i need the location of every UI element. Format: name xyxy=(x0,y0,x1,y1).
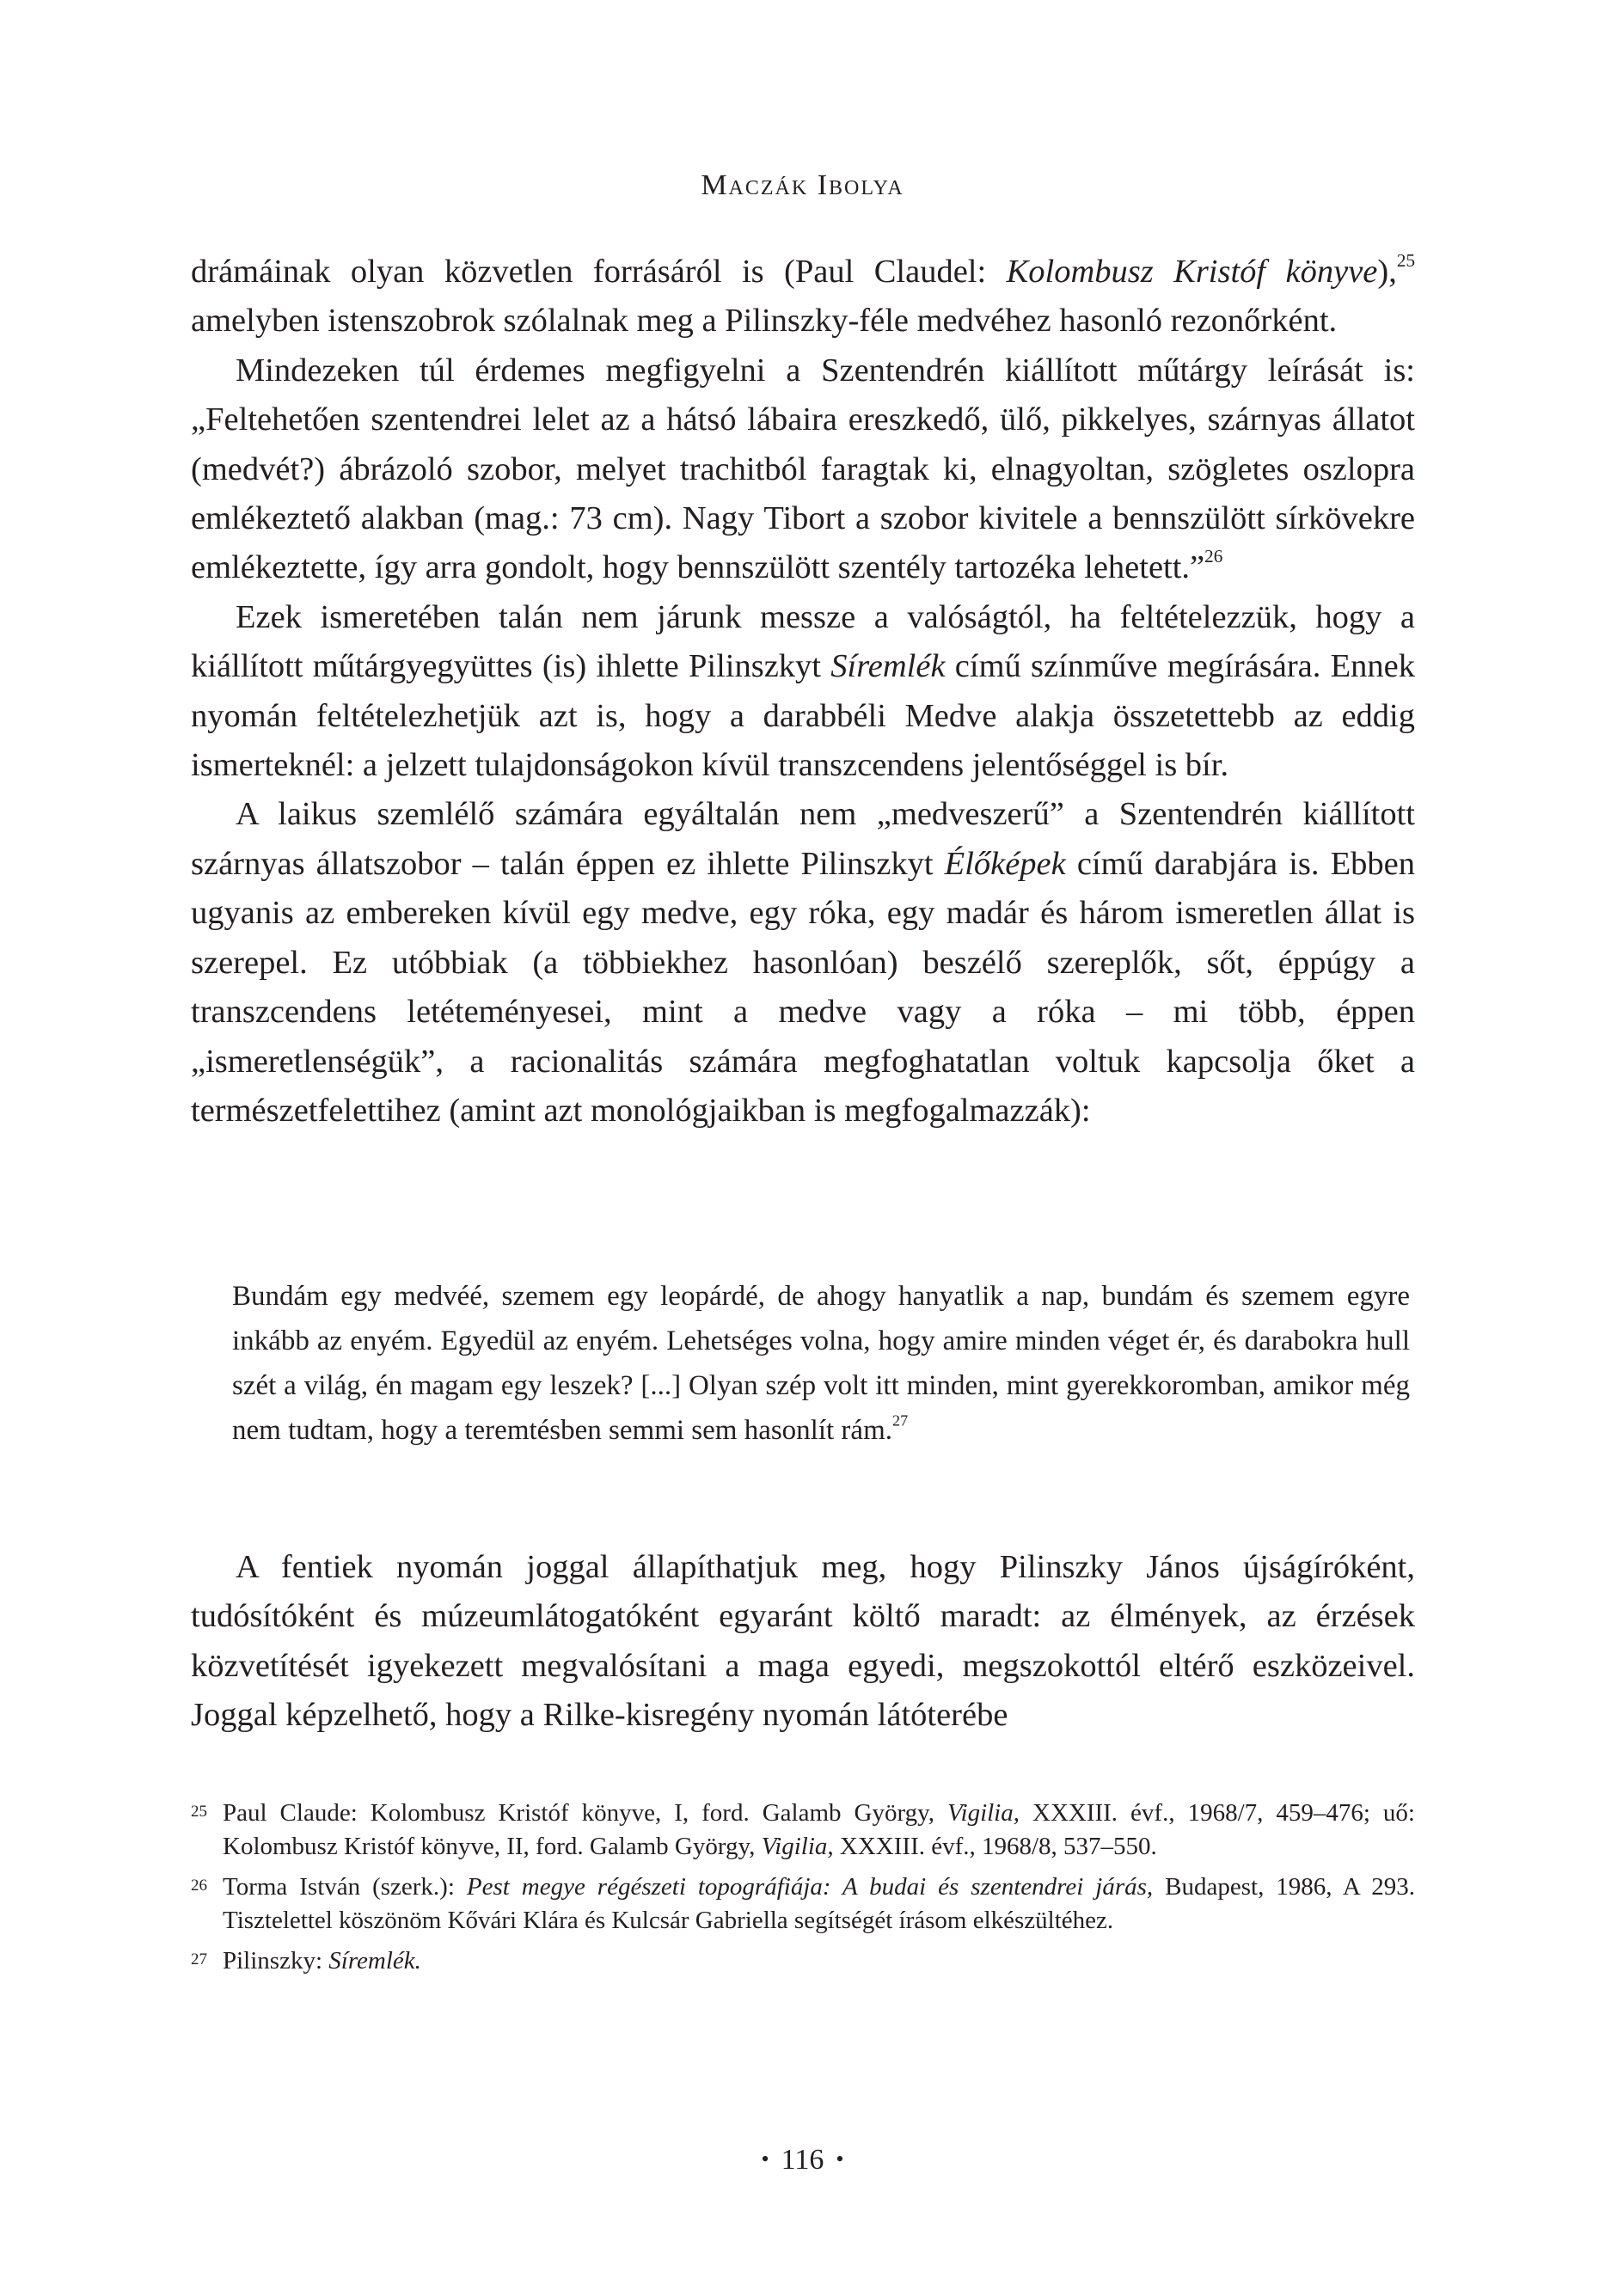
footnote-number: 27 xyxy=(191,1950,207,1968)
paragraph-3: Ezek ismeretében talán nem járunk messze a valóságtól, ha feltételezzük, hogy a kiállított műtárgyegyüttes (is) ihlette Pilinszkyt Síremlék című színműve megírására. Ennek nyomán feltételezhetjük azt is, hogy a darabbéli Medve alakja összetettebb az eddig ismerteknél: a jelzett tulajdonságokon kívül transzcendens jelentőséggel is bír. xyxy=(191,598,1415,784)
footnote-ref-27[interactable]: 27 xyxy=(892,1411,909,1430)
work-title: Kolombusz Kristóf könyve xyxy=(1006,254,1378,290)
footnote-number: 25 xyxy=(191,1803,207,1821)
paragraph-2: Mindezeken túl érdemes megfigyelni a Szentendrén kiállított műtárgy leírását is: „Feltehetően szentendrei lelet az a hátsó lábaira ereszkedő, ülő, pikkelyes, szárnyas állatot (medvét?) ábrázoló szobor, melyet trachitból faragtak ki, elnagyoltan, szögletes oszlopra emlékeztető alakban (mag.: 73 cm). Nagy Tibort a szobor kivitele a bennszülött sírkövekre emlékeztette, így arra gondolt, hogy bennszülött szentély tartozéka lehetett.”$^{26}$ xyxy=(191,352,1415,586)
page-number: 116 xyxy=(781,2144,824,2176)
footnote-ref-26[interactable]: 26 xyxy=(1204,546,1223,567)
main-text xyxy=(191,248,1415,1136)
block-quote xyxy=(232,1274,1410,1453)
footnote-27: 27 Pilinszky: Síremlék. xyxy=(191,1944,1415,1978)
footnote-26: 26 Torma István (szerk.): Pest megye régészeti topográfiája: A budai és szentendrei járás, Budapest, 1986, A 293. Tisztelettel köszönöm Kővári Klára és Kulcsár Gabriella segítségét írásom elkészültéhez. xyxy=(191,1870,1415,1938)
bullet-icon: • xyxy=(836,2146,844,2171)
bullet-icon: • xyxy=(761,2146,769,2171)
closing-paragraph: A fentiek nyomán joggal állapíthatjuk meg, hogy Pilinszky János újságíróként, tudósítóként és múzeumlátogatóként egyaránt költő maradt: az élmények, az érzések közvetítését igyekezett megvalósítani a maga egyedi, megszokottól eltérő eszközeivel. Joggal képzelhető, hogy a Rilke-kisregény nyomán látóterébe xyxy=(191,1549,1415,1734)
work-title: Élőképek xyxy=(944,845,1066,882)
quote-text: Bundám egy medvéé, szemem egy leopárdé, de ahogy hanyatlik a nap, bundám és szemem egyre inkább az enyém. Egyedül az enyém. Lehetséges volna, hogy amire minden véget ér, és darabokra hull szét a világ, én magam egy leszek? [...] Olyan szép volt itt minden, mint gyerekkoromban, amikor még nem tudtam, hogy a teremtésben semmi sem hasonlít rám. xyxy=(232,1281,1410,1446)
running-head: Maczák Ibolya xyxy=(701,169,904,201)
footnote-25: 25 Paul Claude: Kolombusz Kristóf könyve, I, ford. Galamb György, Vigilia, XXXIII. évf., 1968/7, 459–476; uő: Kolombusz Kristóf könyve, II, ford. Galamb György, Vigilia, XXXIII. évf., 1968/8, 537–550. xyxy=(191,1797,1415,1864)
page-number-footer xyxy=(0,2144,1605,2177)
footnotes xyxy=(191,1797,1415,1985)
paragraph-4: A laikus szemlélő számára egyáltalán nem „medveszerű” a Szentendrén kiállított szárnyas állatszobor – talán éppen ez ihlette Pilinszkyt Élőképek című darabjára is. Ebben ugyanis az embereken kívül egy medve, egy róka, egy madár és három ismeretlen állat is szerepel. Ez utóbbiak (a többiekhez hasonlóan) beszélő szereplők, sőt, éppúgy a transzcendens letéteményesei, mint a medve vagy a róka – mi több, éppen „ismeretlenségük”, a racionalitás számára megfoghatatlan voltuk kapcsolja őket a természetfelettihez (amint azt monológjaikban is megfogalmazzák): xyxy=(191,796,1415,1129)
paragraph-1: drámáinak olyan közvetlen forrásáról is (Paul Claudel: Kolombusz Kristóf könyve),$^{25}$ amelyben istenszobrok szólalnak meg a Pilinszky-féle medvéhez hasonló rezonőrként. xyxy=(191,250,1416,340)
footnote-number: 26 xyxy=(191,1877,207,1895)
work-title: Síremlék xyxy=(830,648,946,685)
footnote-ref-25[interactable]: 25 xyxy=(1396,250,1416,272)
